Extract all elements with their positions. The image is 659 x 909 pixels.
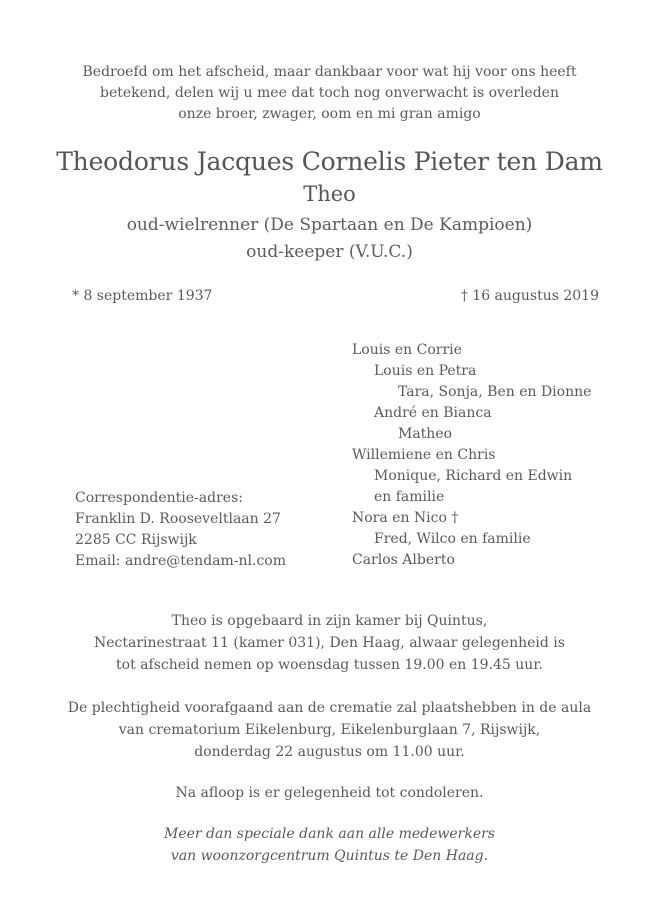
family-member-line: en familie xyxy=(374,489,445,505)
deceased-nickname: Theo xyxy=(303,182,356,206)
condolence-paragraph xyxy=(0,782,659,804)
ceremony-line: van crematorium Eikelenburg, Eikelenburglaan 7, Rijswijk, xyxy=(118,722,541,738)
family-member-line: Louis en Petra xyxy=(374,363,477,379)
family-member-line: Monique, Richard en Edwin xyxy=(374,468,573,484)
condolence-line: Na afloop is er gelegenheid tot condoleren. xyxy=(175,785,484,801)
ceremony-line: De plechtigheid voorafgaand aan de crematie zal plaatshebben in de aula xyxy=(67,700,592,716)
intro-line: betekend, delen wij u mee dat toch nog onverwacht is overleden xyxy=(100,85,559,101)
address-label: Correspondentie-adres: xyxy=(75,490,243,506)
family-member-line: Matheo xyxy=(398,426,453,442)
thanks-line: Meer dan speciale dank aan alle medewerkers xyxy=(163,826,495,842)
deceased-role-cyclist: oud-wielrenner (De Spartaan en De Kampioen) xyxy=(126,215,533,235)
family-member-line: Willemiene en Chris xyxy=(352,447,496,463)
thanks-line: van woonzorgcentrum Quintus te Den Haag. xyxy=(170,848,489,864)
thanks-paragraph xyxy=(0,823,659,867)
deceased-full-name: Theodorus Jacques Cornelis Pieter ten Dam xyxy=(56,147,603,176)
viewing-line: Nectarinestraat 11 (kamer 031), Den Haag, alwaar gelegenheid is xyxy=(94,635,565,651)
intro-line: Bedroefd om het afscheid, maar dankbaar voor wat hij voor ons heeft xyxy=(82,64,577,80)
viewing-line: Theo is opgebaard in zijn kamer bij Quintus, xyxy=(171,613,488,629)
address-city: 2285 CC Rijswijk xyxy=(75,532,197,548)
family-member-line: Tara, Sonja, Ben en Dionne xyxy=(398,384,592,400)
viewing-paragraph xyxy=(0,610,659,676)
deceased-role-keeper: oud-keeper (V.U.C.) xyxy=(246,242,413,262)
address-email: Email: andre@tendam-nl.com xyxy=(75,553,286,569)
viewing-line: tot afscheid nemen op woensdag tussen 19.00 en 19.45 uur. xyxy=(116,657,543,673)
intro-line: onze broer, zwager, oom en mi gran amigo xyxy=(178,106,481,122)
ceremony-line: donderdag 22 augustus om 11.00 uur. xyxy=(194,744,465,760)
death-date: † 16 augustus 2019 xyxy=(460,288,599,304)
address-street: Franklin D. Rooseveltlaan 27 xyxy=(75,511,281,527)
ceremony-paragraph xyxy=(0,697,659,763)
correspondence-address xyxy=(75,488,286,572)
family-member-line: Carlos Alberto xyxy=(352,552,455,568)
birth-date: * 8 september 1937 xyxy=(72,288,213,304)
intro-text xyxy=(0,62,659,125)
family-member-line: André en Bianca xyxy=(374,405,492,421)
family-member-line: Louis en Corrie xyxy=(352,342,462,358)
family-member-line: Nora en Nico † xyxy=(352,510,459,526)
family-member-line: Fred, Wilco en familie xyxy=(374,531,531,547)
family-list xyxy=(352,340,591,571)
